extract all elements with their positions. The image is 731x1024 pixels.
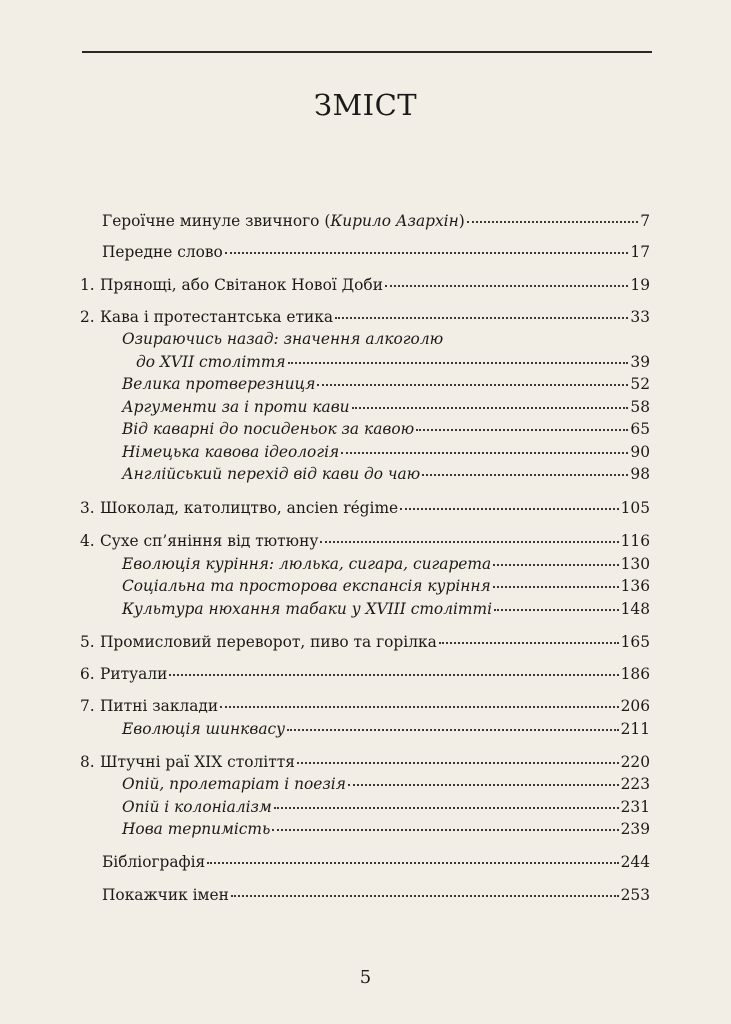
toc-subentry[interactable] <box>122 773 650 794</box>
toc-entry-page: 239 <box>620 820 650 838</box>
toc-subentry[interactable] <box>122 818 650 839</box>
toc-entry-page: 231 <box>620 798 650 816</box>
toc-subentry[interactable] <box>136 351 650 372</box>
leader-dots <box>207 848 618 864</box>
chapter-number: 2. <box>80 308 95 326</box>
leader-dots <box>494 595 619 611</box>
leader-dots <box>287 715 619 731</box>
toc-entry-page: 19 <box>630 276 650 294</box>
leader-dots <box>341 438 628 454</box>
toc-subentry[interactable] <box>122 796 650 817</box>
toc-entry[interactable] <box>102 851 650 872</box>
toc-entry[interactable] <box>80 663 650 684</box>
leader-dots <box>439 628 619 644</box>
leader-dots <box>297 748 619 764</box>
toc-subentry[interactable] <box>122 553 650 574</box>
leader-dots <box>272 815 618 831</box>
leader-dots <box>348 770 619 786</box>
chapter-number: 5. <box>80 633 95 651</box>
toc-entry-label: Штучні раї XIX століття <box>100 753 295 771</box>
toc-entry-label: Опій, пролетаріат і поезія <box>122 775 346 793</box>
leader-dots <box>400 494 618 510</box>
toc-entry-label: Німецька кавова ідеологія <box>122 443 340 461</box>
toc-entry-page: 186 <box>620 665 650 683</box>
toc-entry-label: Еволюція шинквасу <box>122 720 286 738</box>
toc-subentry[interactable] <box>122 575 650 596</box>
toc-entry-page: 206 <box>620 697 650 715</box>
leader-dots <box>169 660 618 676</box>
leader-dots <box>317 370 628 386</box>
toc-entry-page: 98 <box>630 465 650 483</box>
toc-entry-page: 165 <box>620 633 650 651</box>
toc-entry-page: 116 <box>620 532 650 550</box>
toc-entry-label: Питні заклади <box>100 697 219 715</box>
page-title: ЗМІСТ <box>313 88 418 122</box>
toc-subentry[interactable] <box>122 463 650 484</box>
toc-entry[interactable] <box>80 631 650 652</box>
toc-entry-page: 223 <box>620 775 650 793</box>
toc-entry-label: Сухе сп’яніння від тютюну <box>100 532 319 550</box>
leader-dots <box>385 271 628 287</box>
toc-entry-page: 136 <box>620 577 650 595</box>
toc-entry[interactable] <box>80 751 650 772</box>
toc-subentry[interactable] <box>122 718 650 739</box>
toc-entry-label: Промисловий переворот, пиво та горілка <box>100 633 437 651</box>
toc-entry-label: Бібліографія <box>102 853 206 871</box>
leader-dots <box>416 415 628 431</box>
toc-subentry[interactable] <box>122 598 650 619</box>
toc-entry-page: 220 <box>620 753 650 771</box>
leader-dots <box>220 692 618 708</box>
toc-entry-label: Покажчик імен <box>102 886 229 904</box>
toc-entry-label: Нова терпимість <box>122 820 271 838</box>
toc-entry[interactable] <box>80 695 650 716</box>
toc-entry-page: 211 <box>620 720 650 738</box>
toc-entry-label: Героїчне минуле звичного (Кирило Азархін) <box>102 212 465 230</box>
toc-entry-label: Англійський перехід від кави до чаю <box>122 465 421 483</box>
toc-entry-page: 65 <box>630 420 650 438</box>
toc-entry-label: Від каварні до посиденьок за кавою <box>122 420 415 438</box>
toc-entry-label: Аргументи за і проти кави <box>122 398 350 416</box>
toc-entry-label: Кава і протестантська етика <box>100 308 334 326</box>
toc-subentry-line[interactable]: Озираючись назад: значення алкоголю <box>122 330 444 348</box>
toc-entry[interactable] <box>102 884 650 905</box>
toc-entry-label: Велика протверезниця <box>122 375 316 393</box>
toc-entry-label: Соціальна та просторова експансія куріння <box>122 577 491 595</box>
chapter-number: 3. <box>80 499 95 517</box>
toc-entry-page: 253 <box>620 886 650 904</box>
toc-entry-page: 39 <box>630 353 650 371</box>
toc-entry-label: Ритуали <box>100 665 168 683</box>
toc-entry[interactable] <box>102 241 650 262</box>
leader-dots <box>467 207 638 223</box>
toc-subentry[interactable] <box>122 373 650 394</box>
toc-entry-page: 105 <box>620 499 650 517</box>
toc-entry-label: Прянощі, або Світанок Нової Доби <box>100 276 383 294</box>
toc-entry-page: 58 <box>630 398 650 416</box>
leader-dots <box>225 238 629 254</box>
toc-entry-page: 148 <box>620 600 650 618</box>
leader-dots <box>493 550 618 566</box>
toc-entry-page: 17 <box>630 243 650 261</box>
leader-dots <box>335 303 628 319</box>
chapter-number: 8. <box>80 753 95 771</box>
toc-entry[interactable] <box>80 306 650 327</box>
chapter-number: 4. <box>80 532 95 550</box>
toc-entry-label: Шоколад, католицтво, ancien régime <box>100 499 399 517</box>
toc-subentry[interactable] <box>122 396 650 417</box>
toc-entry-page: 33 <box>630 308 650 326</box>
page-number: 5 <box>359 967 372 988</box>
toc-entry-label: Опій і колоніалізм <box>122 798 272 816</box>
toc-entry-label: Еволюція куріння: люлька, сигара, сигарета <box>122 555 492 573</box>
toc-entry-page: 90 <box>630 443 650 461</box>
toc-entry-page: 130 <box>620 555 650 573</box>
toc-entry[interactable] <box>80 274 650 295</box>
chapter-number: 6. <box>80 665 95 683</box>
toc-subentry[interactable] <box>122 418 650 439</box>
leader-dots <box>320 527 618 543</box>
leader-dots <box>352 393 629 409</box>
leader-dots <box>274 793 619 809</box>
leader-dots <box>288 348 629 364</box>
toc-entry-page: 52 <box>630 375 650 393</box>
leader-dots <box>422 460 628 476</box>
toc-entry-label: Культура нюхання табаки у XVIII столітті <box>122 600 493 618</box>
toc-entry-label: Передне слово <box>102 243 223 261</box>
toc-subentry[interactable] <box>122 441 650 462</box>
toc-entry[interactable] <box>102 210 650 231</box>
toc-entry-author: Кирило Азархін <box>330 212 459 230</box>
chapter-number: 7. <box>80 697 95 715</box>
leader-dots <box>493 572 619 588</box>
toc-entry-page: 244 <box>620 853 650 871</box>
toc-entry-label: до XVII століття <box>136 353 286 371</box>
toc-entry-page: 7 <box>640 212 650 230</box>
chapter-number: 1. <box>80 276 95 294</box>
toc-entry[interactable] <box>80 530 650 551</box>
toc-entry[interactable] <box>80 497 650 518</box>
leader-dots <box>231 881 619 897</box>
